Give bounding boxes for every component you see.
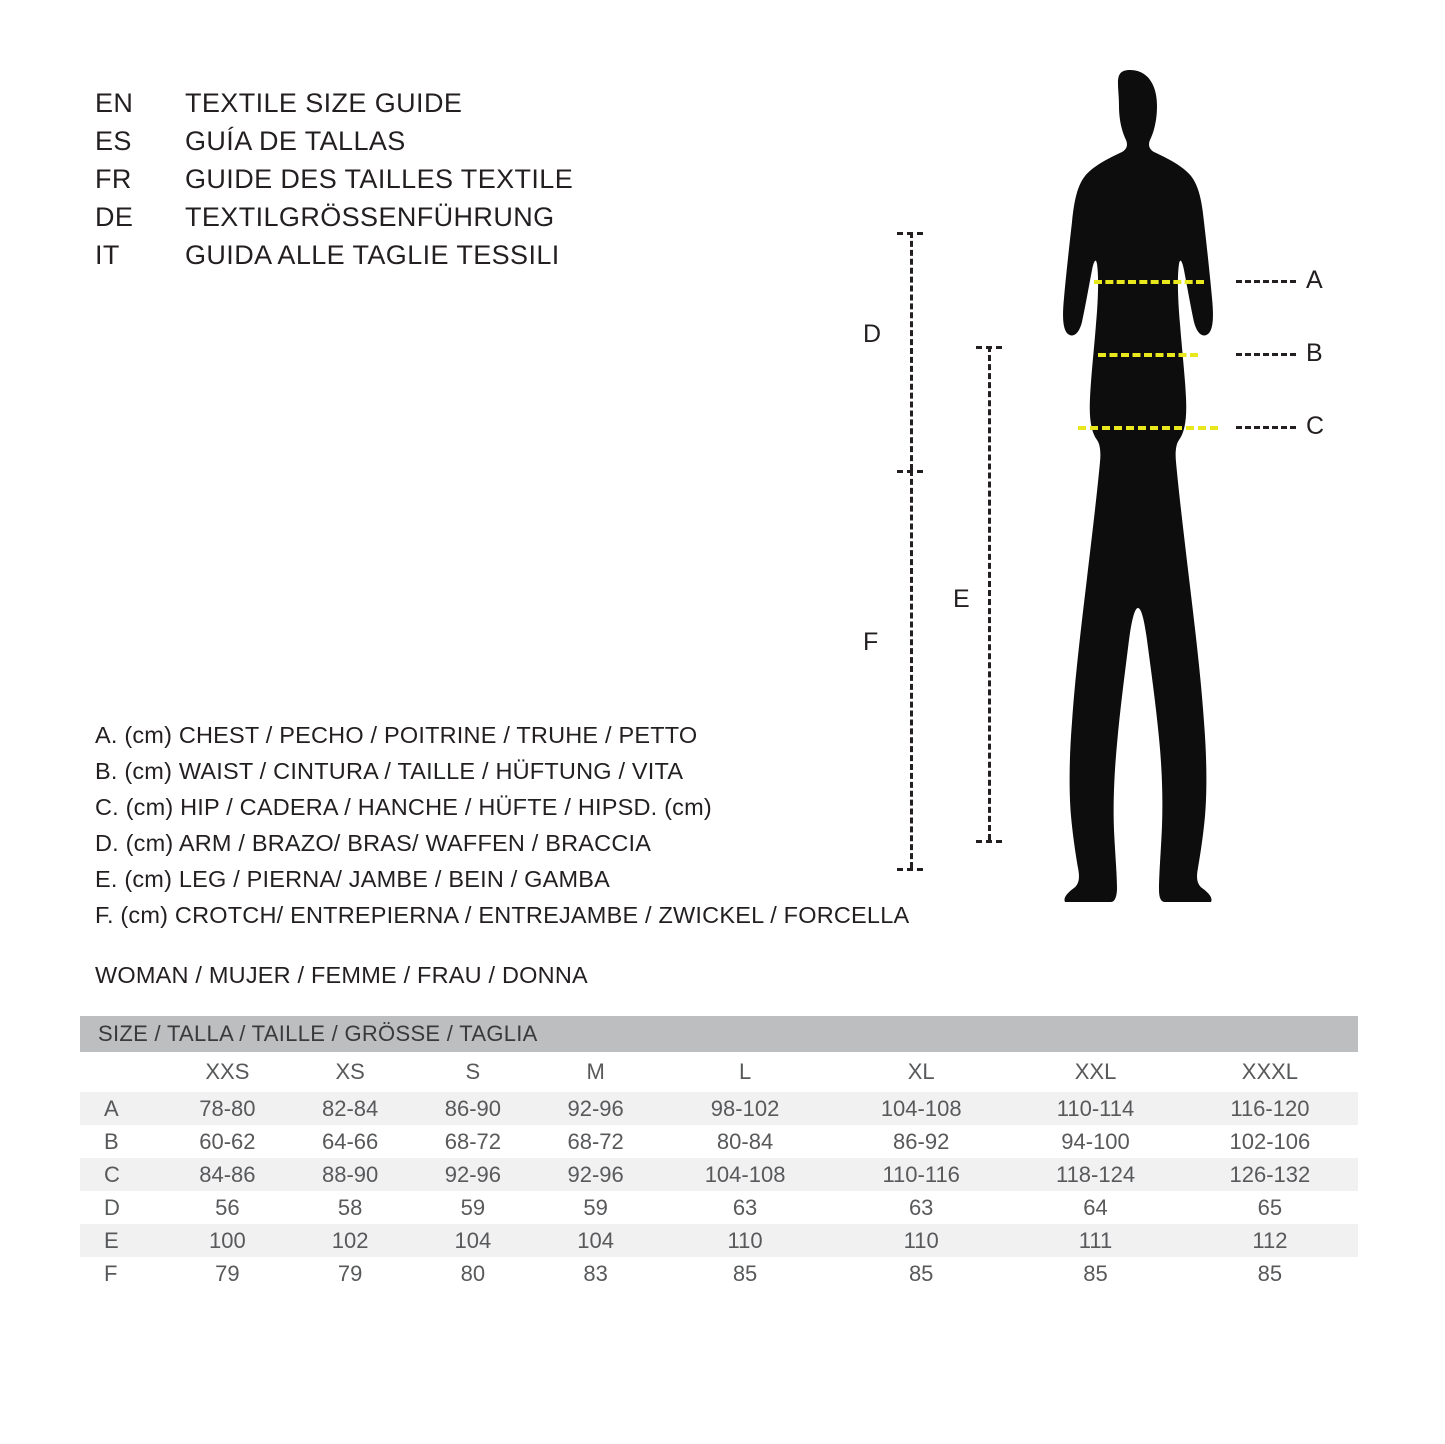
legend-item-b: B. (cm) WAIST / CINTURA / TAILLE / HÜFTUNG / VITA (95, 758, 684, 784)
legend-item-f: F. (cm) CROTCH/ ENTREPIERNA / ENTREJAMBE / ZWICKEL / FORCELLA (95, 902, 910, 928)
arm-bracket-line (910, 232, 913, 470)
waist-leader-line (1236, 353, 1296, 356)
size-table-banner-label: SIZE / TALLA / TAILLE / GRÖSSE / TAGLIA (80, 1016, 1358, 1052)
cell-e-xs: 102 (289, 1224, 412, 1257)
table-row (80, 1257, 1358, 1290)
arm-bracket-top-cap (897, 232, 923, 235)
column-header-s: S (412, 1052, 535, 1092)
cell-c-xxl: 118-124 (1009, 1158, 1182, 1191)
cell-e-xxl: 111 (1009, 1224, 1182, 1257)
column-header-xxs: XXS (166, 1052, 289, 1092)
cell-e-xxs: 100 (166, 1224, 289, 1257)
leg-bracket-line (988, 346, 991, 840)
waist-measure-line (1098, 353, 1198, 357)
cell-d-xs: 58 (289, 1191, 412, 1224)
cell-f-xxs: 79 (166, 1257, 289, 1290)
cell-c-xs: 88-90 (289, 1158, 412, 1191)
cell-f-xxxl: 85 (1182, 1257, 1358, 1290)
cell-a-s: 86-90 (412, 1092, 535, 1125)
column-header-xl: XL (833, 1052, 1009, 1092)
leg-bracket-bottom-cap (976, 840, 1002, 843)
chest-leader-line (1236, 280, 1296, 283)
cell-a-xxl: 110-114 (1009, 1092, 1182, 1125)
column-header-xxxl: XXXL (1182, 1052, 1358, 1092)
crotch-bracket-line (910, 470, 913, 868)
cell-d-xxs: 56 (166, 1191, 289, 1224)
column-header-xxl: XXL (1009, 1052, 1182, 1092)
table-row (80, 1158, 1358, 1191)
size-table-column-headers (80, 1052, 1358, 1092)
title-row-es (95, 126, 573, 164)
cell-a-xl: 104-108 (833, 1092, 1009, 1125)
cell-e-l: 110 (657, 1224, 833, 1257)
title-row-de (95, 202, 573, 240)
cell-d-s: 59 (412, 1191, 535, 1224)
title-text-de: TEXTILGRÖSSENFÜHRUNG (185, 202, 555, 232)
title-text-en: TEXTILE SIZE GUIDE (185, 88, 463, 118)
legend-item-d: D. (cm) ARM / BRAZO/ BRAS/ WAFFEN / BRACCIA (95, 830, 652, 856)
column-header-m: M (534, 1052, 657, 1092)
corner-cell (80, 1052, 166, 1092)
measurement-diagram (840, 50, 1360, 920)
table-row (80, 1224, 1358, 1257)
cell-f-xl: 85 (833, 1257, 1009, 1290)
marker-label-d: D (863, 320, 882, 348)
cell-a-xs: 82-84 (289, 1092, 412, 1125)
size-table-banner (80, 1016, 1358, 1052)
legend-item-e: E. (cm) LEG / PIERNA/ JAMBE / BEIN / GAMBA (95, 866, 611, 892)
title-lang-it: IT (95, 240, 120, 270)
hip-leader-line (1236, 426, 1296, 429)
cell-d-m: 59 (534, 1191, 657, 1224)
cell-c-xxxl: 126-132 (1182, 1158, 1358, 1191)
cell-b-s: 68-72 (412, 1125, 535, 1158)
chest-measure-line (1094, 280, 1204, 284)
marker-label-c: C (1306, 412, 1325, 440)
title-lang-en: EN (95, 88, 134, 118)
title-text-it: GUIDA ALLE TAGLIE TESSILI (185, 240, 560, 270)
marker-label-a: A (1306, 266, 1323, 294)
cell-a-xxs: 78-80 (166, 1092, 289, 1125)
cell-e-s: 104 (412, 1224, 535, 1257)
row-label-f: F (80, 1257, 166, 1290)
cell-a-xxxl: 116-120 (1182, 1092, 1358, 1125)
cell-e-xxxl: 112 (1182, 1224, 1358, 1257)
title-lang-de: DE (95, 202, 134, 232)
table-row (80, 1125, 1358, 1158)
title-text-es: GUÍA DE TALLAS (185, 126, 406, 156)
size-table (80, 1016, 1358, 1290)
legend-block (95, 722, 909, 938)
marker-label-b: B (1306, 339, 1323, 367)
column-header-l: L (657, 1052, 833, 1092)
row-label-c: C (80, 1158, 166, 1191)
cell-f-xs: 79 (289, 1257, 412, 1290)
row-label-e: E (80, 1224, 166, 1257)
row-label-b: B (80, 1125, 166, 1158)
cell-f-s: 80 (412, 1257, 535, 1290)
cell-a-l: 98-102 (657, 1092, 833, 1125)
cell-b-xxxl: 102-106 (1182, 1125, 1358, 1158)
leg-bracket-top-cap (976, 346, 1002, 349)
cell-b-xxs: 60-62 (166, 1125, 289, 1158)
marker-label-f: F (863, 628, 879, 656)
cell-f-xxl: 85 (1009, 1257, 1182, 1290)
cell-b-xxl: 94-100 (1009, 1125, 1182, 1158)
cell-d-xxl: 64 (1009, 1191, 1182, 1224)
cell-b-xl: 86-92 (833, 1125, 1009, 1158)
row-label-a: A (80, 1092, 166, 1125)
legend-item-c: C. (cm) HIP / CADERA / HANCHE / HÜFTE / HIPSD. (cm) (95, 794, 712, 820)
cell-d-l: 63 (657, 1191, 833, 1224)
cell-b-m: 68-72 (534, 1125, 657, 1158)
cell-e-m: 104 (534, 1224, 657, 1257)
title-row-en (95, 88, 573, 126)
title-row-it (95, 240, 573, 278)
hip-measure-line (1078, 426, 1218, 430)
female-body-silhouette-icon (1015, 62, 1245, 902)
cell-c-l: 104-108 (657, 1158, 833, 1191)
title-lang-es: ES (95, 126, 132, 156)
cell-c-xxs: 84-86 (166, 1158, 289, 1191)
cell-c-xl: 110-116 (833, 1158, 1009, 1191)
row-label-d: D (80, 1191, 166, 1224)
title-block (95, 88, 573, 278)
cell-d-xxxl: 65 (1182, 1191, 1358, 1224)
cell-b-xs: 64-66 (289, 1125, 412, 1158)
cell-c-s: 92-96 (412, 1158, 535, 1191)
title-row-fr (95, 164, 573, 202)
table-row (80, 1191, 1358, 1224)
legend-item-a: A. (cm) CHEST / PECHO / POITRINE / TRUHE / PETTO (95, 722, 698, 748)
cell-e-xl: 110 (833, 1224, 1009, 1257)
title-lang-fr: FR (95, 164, 132, 194)
cell-b-l: 80-84 (657, 1125, 833, 1158)
marker-label-e: E (953, 585, 970, 613)
cell-f-m: 83 (534, 1257, 657, 1290)
title-text-fr: GUIDE DES TAILLES TEXTILE (185, 164, 574, 194)
table-row (80, 1092, 1358, 1125)
cell-f-l: 85 (657, 1257, 833, 1290)
cell-d-xl: 63 (833, 1191, 1009, 1224)
gender-label: WOMAN / MUJER / FEMME / FRAU / DONNA (95, 962, 588, 988)
cell-c-m: 92-96 (534, 1158, 657, 1191)
column-header-xs: XS (289, 1052, 412, 1092)
cell-a-m: 92-96 (534, 1092, 657, 1125)
